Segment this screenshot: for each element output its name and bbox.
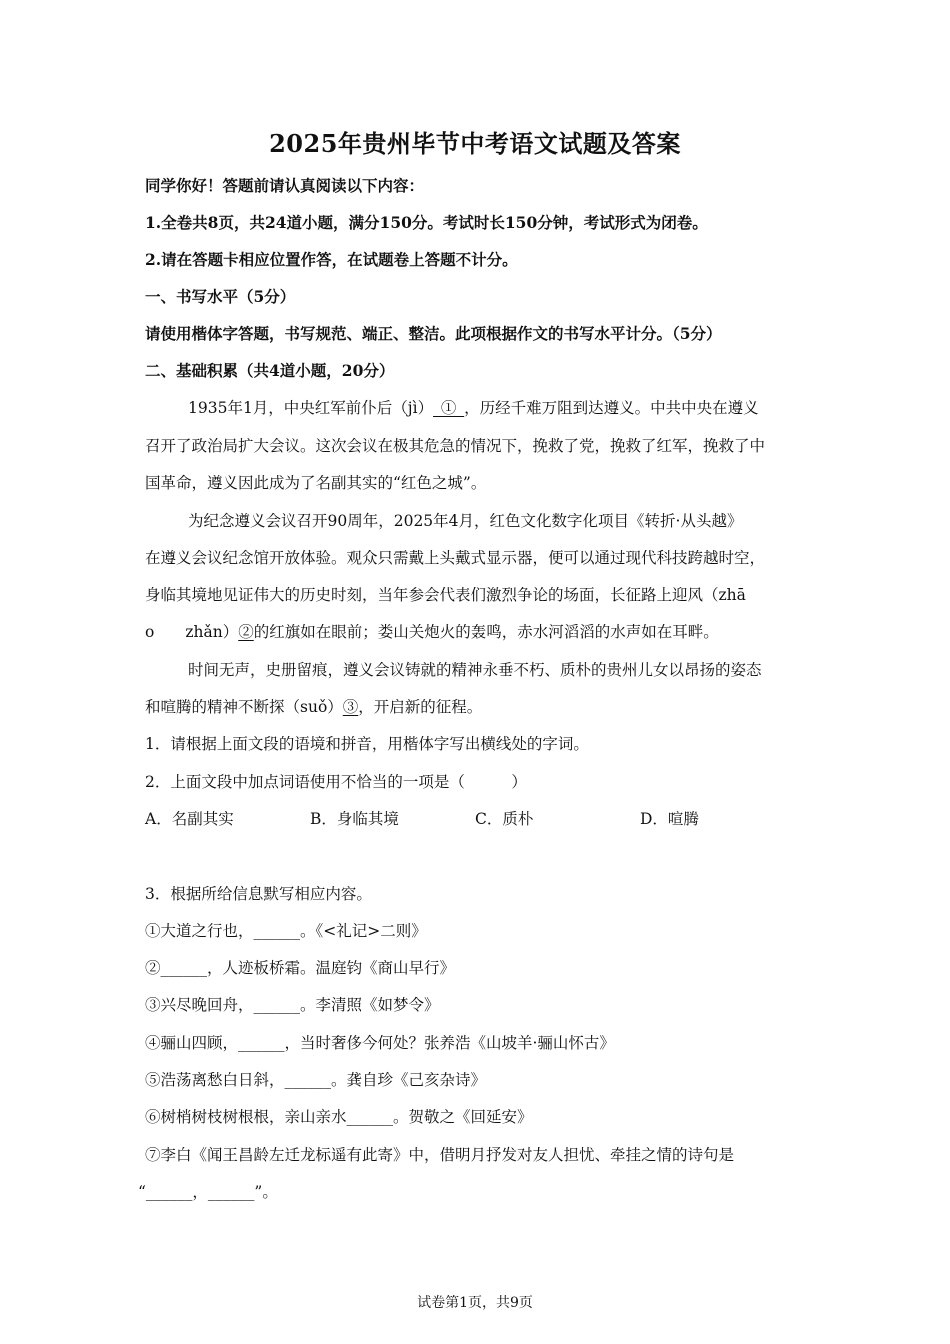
p1-text-a: 1935年1月，中央红军前仆后（jì） [188, 399, 434, 417]
q3-item-6: ⑥树梢树枝树根根，亲山亲水______。贺敬之《回延安》 [145, 1108, 533, 1126]
q3-item-7-answer-line: “______，______”。 [138, 1183, 278, 1201]
paragraph2-line2: 在遵义会议纪念馆开放体验。观众只需戴上头戴式显示器，便可以通过现代科技跨越时空， [145, 549, 766, 567]
paragraph3-line1: 时间无声，史册留痕，遵义会议铸就的精神永垂不朽、质朴的贵州儿女以昂扬的姿态 [188, 661, 762, 679]
question-3: 3．根据所给信息默写相应内容。 [145, 885, 372, 903]
paragraph1-line1 [188, 398, 828, 418]
q3-item-7: ⑦李白《闻王昌龄左迁龙标遥有此寄》中，借明月抒发对友人担忧、牵挂之情的诗句是 [145, 1146, 735, 1164]
question-1: 1．请根据上面文段的语境和拼音，用楷体字写出横线处的字词。 [145, 735, 589, 753]
section1-heading: 一、书写水平（5分） [145, 287, 296, 306]
q3-item-3: ③兴尽晚回舟，______。李清照《如梦令》 [145, 996, 440, 1014]
paragraph1-line2: 召开了政治局扩大会议。这次会议在极其危急的情况下，挽救了党，挽救了红军，挽救了中 [145, 437, 766, 455]
option-a: A．名副其实 [145, 810, 234, 828]
paragraph3-line2 [145, 697, 825, 717]
p3-text-a: 和喧腾的精神不断探（suǒ） [145, 698, 343, 716]
section1-instruction: 请使用楷体字答题，书写规范、端正、整洁。此项根据作文的书写水平计分。（5分） [145, 324, 722, 343]
blank-2: ② [238, 623, 254, 641]
section2-heading: 二、基础积累（共4道小题，20分） [145, 361, 395, 380]
p2-text-a: o zhǎn） [145, 623, 239, 641]
paragraph2-line3: 身临其境地见证伟大的历史时刻，当年参会代表们激烈争论的场面，长征路上迎风（zhā [145, 586, 746, 604]
question-2: 2．上面文段中加点词语使用不恰当的一项是（ ） [145, 773, 527, 791]
p3-text-b: ，开启新的征程。 [358, 698, 483, 716]
intro-rule-2: 2.请在答题卡相应位置作答，在试题卷上答题不计分。 [145, 250, 518, 269]
option-c: C．质朴 [475, 810, 534, 828]
blank-1: _①_ [433, 399, 465, 417]
q3-item-1: ①大道之行也，______。《<礼记>二则》 [145, 922, 427, 940]
paragraph2-line4 [145, 622, 825, 642]
blank-3: ③ [342, 698, 359, 716]
page-title: 2025年贵州毕节中考语文试题及答案 [269, 129, 681, 158]
intro-rule-1: 1.全卷共8页，共24道小题，满分150分。考试时长150分钟，考试形式为闭卷。 [145, 213, 708, 232]
q3-item-2: ②______，人迹板桥霜。温庭钧《商山早行》 [145, 959, 456, 977]
q3-item-4: ④骊山四顾，______，当时奢侈今何处？张养浩《山坡羊·骊山怀古》 [145, 1034, 615, 1052]
option-b: B．身临其境 [310, 810, 399, 828]
p2-text-b: 的红旗如在眼前；娄山关炮火的轰鸣，赤水河滔滔的水声如在耳畔。 [253, 623, 719, 641]
page-footer: 试卷第1页，共9页 [417, 1295, 533, 1311]
q3-item-5: ⑤浩荡离愁白日斜，______。龚自珍《己亥杂诗》 [145, 1071, 487, 1089]
paragraph1-line3: 国革命，遵义因此成为了名副其实的“红色之城”。 [145, 474, 487, 492]
p1-text-b: ，历经千难万阻到达遵义。中共中央在遵义 [464, 399, 759, 417]
option-d: D．喧腾 [640, 810, 699, 828]
intro-greeting: 同学你好！答题前请认真阅读以下内容： [145, 176, 425, 195]
paragraph2-line1: 为纪念遵义会议召开90周年，2025年4月，红色文化数字化项目《转折·从头越》 [188, 512, 743, 530]
